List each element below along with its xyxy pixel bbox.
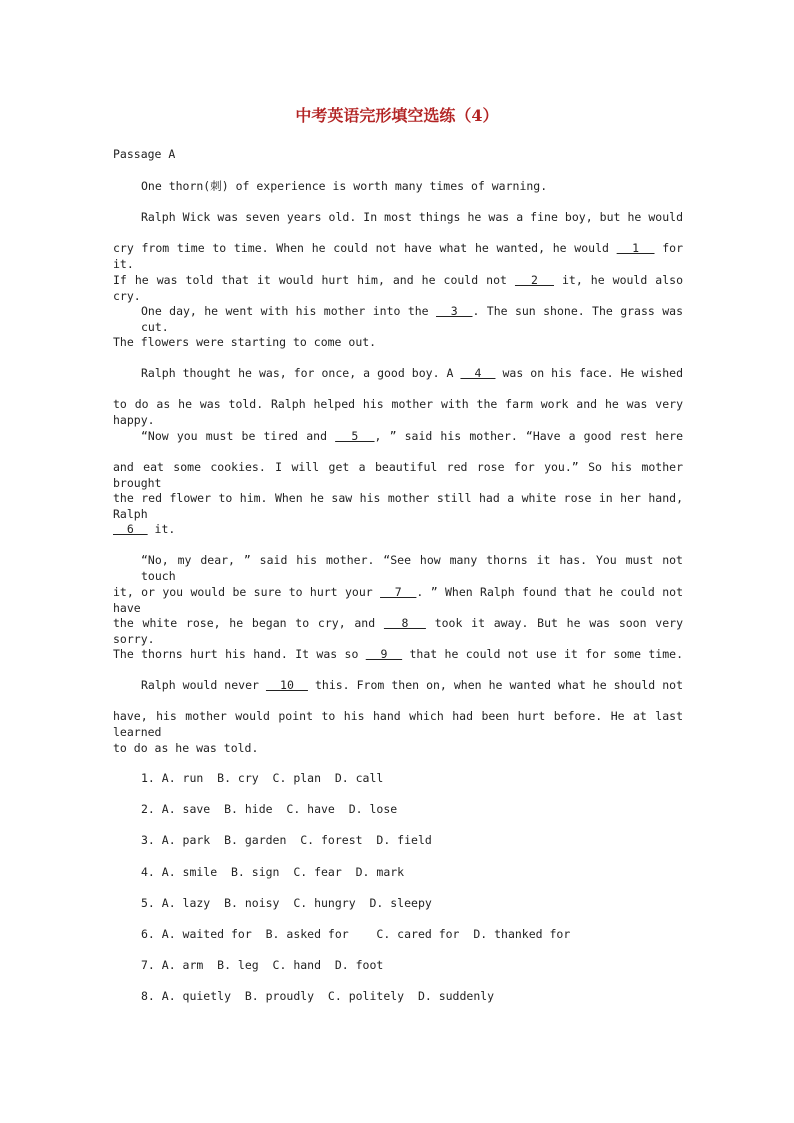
- passage-line: Ralph thought he was, for once, a good boy. A 4 was on his face. He wished: [141, 366, 684, 381]
- passage-label: Passage A: [113, 147, 176, 161]
- passage-line: have, his mother would point to his hand which had been hurt before. He at last learned: [113, 709, 683, 740]
- passage-line: One thorn(刺) of experience is worth many times of warning.: [141, 179, 548, 193]
- option-line: 2. A. save B. hide C. have D. lose: [141, 802, 398, 817]
- blank-7: 7: [380, 584, 417, 599]
- passage-line: The thorns hurt his hand. It was so 9 that he could not use it for some time.: [113, 647, 683, 661]
- option-line: 4. A. smile B. sign C. fear D. mark: [141, 864, 405, 879]
- passage-line: One day, he went with his mother into the 3 . The sun shone. The grass was cut.: [141, 303, 683, 334]
- option-line: 1. A. run B. cry C. plan D. call: [141, 771, 384, 785]
- passage-line: to do as he was told. Ralph helped his mother with the farm work and he was very happy.: [113, 397, 683, 428]
- option-line: 3. A. park B. garden C. forest D. field: [141, 833, 432, 848]
- passage-line: 6 it.: [113, 522, 176, 537]
- blank-9: 9: [365, 647, 403, 661]
- blank-8: 8: [383, 615, 426, 630]
- blank-5: 5: [335, 428, 375, 443]
- option-line: 7. A. arm B. leg C. hand D. foot: [141, 958, 384, 973]
- blank-6: 6: [113, 522, 148, 537]
- passage-line: cry from time to time. When he could not have what he wanted, he would 1 for it.: [113, 241, 683, 272]
- passage-line: the red flower to him. When he saw his mother still had a white rose in her hand, Ralph: [113, 491, 683, 521]
- passage-line: Ralph would never 10 this. From then on, when he wanted what he should not: [141, 678, 684, 693]
- blank-1: 1: [616, 241, 655, 256]
- passage-line: The flowers were starting to come out.: [113, 335, 377, 349]
- blank-3: 3: [436, 303, 473, 318]
- blank-10: 10: [265, 678, 308, 693]
- option-line: 5. A. lazy B. noisy C. hungry D. sleepy: [141, 895, 432, 910]
- option-line: 6. A. waited for B. asked for C. cared for D. thanked for: [141, 927, 571, 941]
- passage-line: it, or you would be sure to hurt your 7 . ” When Ralph found that he could not have: [113, 584, 683, 615]
- passage-line: “Now you must be tired and 5 , ” said his mother. “Have a good rest here: [141, 428, 684, 443]
- blank-2: 2: [514, 272, 554, 287]
- passage-line: and eat some cookies. I will get a beautiful red rose for you.” So his mother brought: [113, 459, 683, 490]
- blank-4: 4: [460, 366, 496, 381]
- passage-line: If he was told that it would hurt him, and he could not 2 it, he would also cry.: [113, 272, 683, 303]
- passage-line: to do as he was told.: [113, 740, 259, 755]
- passage-line: “No, my dear, ” said his mother. “See how many thorns it has. You must not touch: [141, 553, 683, 584]
- passage-line: Ralph Wick was seven years old. In most things he was a fine boy, but he would: [141, 210, 683, 225]
- page-title: 中考英语完形填空选练（4）: [295, 106, 499, 125]
- option-line: 8. A. quietly B. proudly C. politely D. suddenly: [141, 989, 495, 1004]
- passage-line: the white rose, he began to cry, and 8 took it away. But he was soon very sorry.: [113, 615, 683, 646]
